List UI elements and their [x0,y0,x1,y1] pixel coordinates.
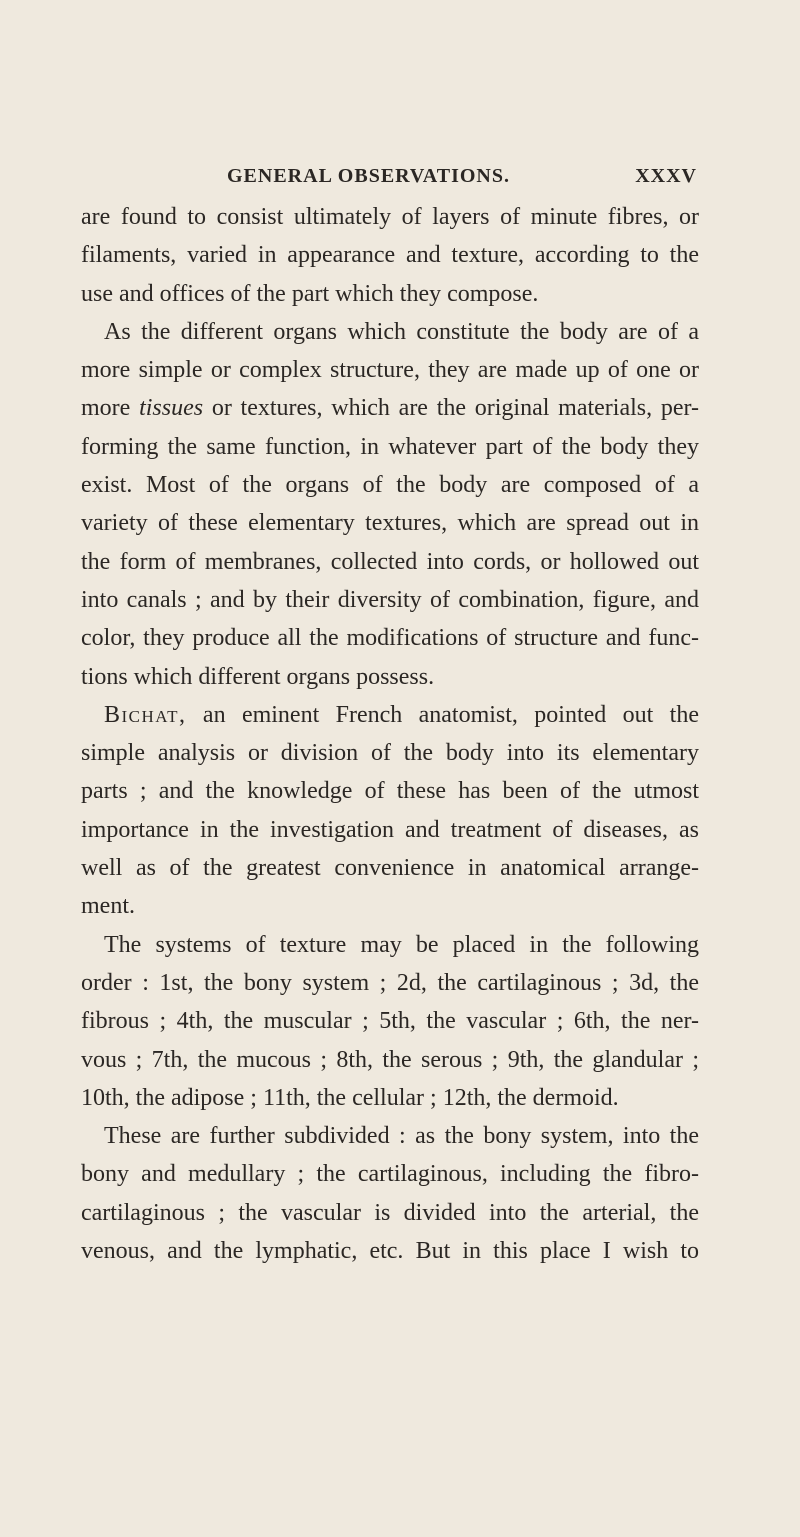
text-run: an eminent French anatomist, pointed out the [186,701,699,728]
running-title: GENERAL OBSERVATIONS. [227,165,510,187]
text-line: fibrous ; 4th, the muscular ; 5th, the vascular ; 6th, the ner- [81,1008,699,1035]
text-line: color, they produce all the modifications of structure and func- [81,625,699,652]
text-line: are found to consist ultimately of layers of minute fibres, or [81,204,699,230]
text-line: venous, and the lymphatic, etc. But in this place I wish to [81,1238,699,1265]
italic-term: tissues [139,395,204,422]
text-line: into canals ; and by their diversity of combination, figure, and [81,586,699,613]
running-header [227,165,697,195]
text-line: vous ; 7th, the mucous ; 8th, the serous ; 9th, the glandular ; [81,1046,699,1073]
small-caps-name: Bichat, [104,701,187,728]
text-line: importance in the investigation and treatment of diseases, as [81,816,699,843]
paragraph-start-line: These are further subdivided : as the bony system, into the [104,1123,699,1150]
text-line: 10th, the adipose ; 11th, the cellular ; 12th, the dermoid. [81,1084,619,1111]
text-line: cartilaginous ; the vascular is divided into the arterial, the [81,1199,699,1226]
body-text [81,198,699,1270]
text-line: use and offices of the part which they compose. [81,280,539,307]
text-line: more simple or complex structure, they are made up of one or [81,357,699,384]
text-run: or textures, which are the original materials, per- [203,395,700,422]
paragraph-start-line: The systems of texture may be placed in the following [104,931,699,958]
text-line: the form of membranes, collected into cords, or hollowed out [81,548,699,575]
paragraph-start-line [81,696,699,734]
text-line: well as of the greatest convenience in anatomical arrange- [81,855,699,882]
text-line: ment. [81,893,135,920]
text-line: tions which different organs possess. [81,663,435,690]
text-line: forming the same function, in whatever part of the body they [81,433,699,460]
page-number: XXXV [635,165,697,187]
text-line: simple analysis or division of the body into its elementary [81,740,699,767]
text-line: filaments, varied in appearance and texture, according to the [81,242,699,269]
text-run: more [81,395,140,422]
text-line: variety of these elementary textures, which are spread out in [81,510,699,537]
text-line: parts ; and the knowledge of these has been of the utmost [81,778,699,805]
paragraph-start-line: As the different organs which constitute the body are of a [104,318,699,345]
text-line [81,389,699,427]
text-line: order : 1st, the bony system ; 2d, the cartilaginous ; 3d, the [81,969,699,996]
text-line: exist. Most of the organs of the body are composed of a [81,472,699,499]
text-line: bony and medullary ; the cartilaginous, including the fibro- [81,1161,699,1188]
